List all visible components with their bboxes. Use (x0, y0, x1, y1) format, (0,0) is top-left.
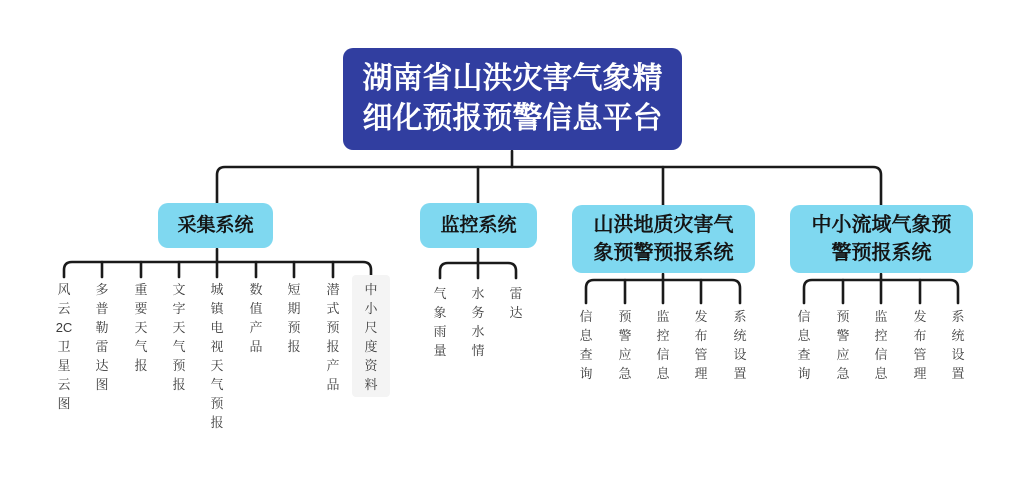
leaf-publish-management-1[interactable]: 发布管理 (694, 309, 708, 381)
leaf-info-query-1[interactable]: 信息查询 (579, 309, 593, 381)
leaf-info-query-2[interactable]: 信息查询 (797, 309, 811, 381)
leaf-publish-management-2[interactable]: 发布管理 (913, 309, 927, 381)
leaf-system-settings-2[interactable]: 系统设置 (951, 309, 965, 381)
leaf-town-tv-weather-forecast[interactable]: 城镇电视天气预报 (210, 282, 224, 430)
leaf-latent-forecast-products[interactable]: 潜式预报产品 (326, 282, 340, 392)
branch1-bracket (64, 262, 371, 277)
branch-monitoring-system[interactable]: 监控系统 (420, 203, 537, 248)
leaf-short-term-forecast[interactable]: 短期预报 (287, 282, 301, 354)
leaf-warning-response-2[interactable]: 预警应急 (836, 309, 850, 381)
leaf-warning-response-1[interactable]: 预警应急 (618, 309, 632, 381)
branch-small-medium-basin-warning-system[interactable]: 中小流域气象预警预报系统 (790, 205, 973, 273)
branch-collection-system[interactable]: 采集系统 (158, 203, 273, 248)
leaf-fy2c-satellite-cloud-image[interactable]: 风云2C卫星云图 (55, 282, 73, 411)
leaf-radar[interactable]: 雷达 (509, 286, 523, 320)
leaf-monitoring-info-2[interactable]: 监控信息 (874, 309, 888, 381)
leaf-text-weather-forecast[interactable]: 文字天气预报 (172, 282, 186, 392)
branch-flash-flood-geohazard-warning-system[interactable]: 山洪地质灾害气象预警预报系统 (572, 205, 755, 273)
leaf-meso-small-scale-data[interactable]: 中小尺度资料 (364, 282, 378, 392)
leaf-monitoring-info-1[interactable]: 监控信息 (656, 309, 670, 381)
leaf-numerical-products[interactable]: 数值产品 (249, 282, 263, 354)
root-node-platform-title[interactable]: 湖南省山洪灾害气象精细化预报预警信息平台 (343, 48, 682, 150)
branch3-bracket (586, 280, 740, 303)
level2-rail (217, 167, 881, 206)
branch4-bracket (804, 280, 958, 303)
leaf-water-affairs-regime[interactable]: 水务水情 (471, 286, 485, 358)
leaf-system-settings-1[interactable]: 系统设置 (733, 309, 747, 381)
leaf-meteorological-rainfall[interactable]: 气象雨量 (433, 286, 447, 358)
leaf-important-weather-report[interactable]: 重要天气报 (134, 282, 148, 373)
branch2-bracket (440, 263, 516, 278)
leaf-doppler-radar-image[interactable]: 多普勒雷达图 (95, 282, 109, 392)
